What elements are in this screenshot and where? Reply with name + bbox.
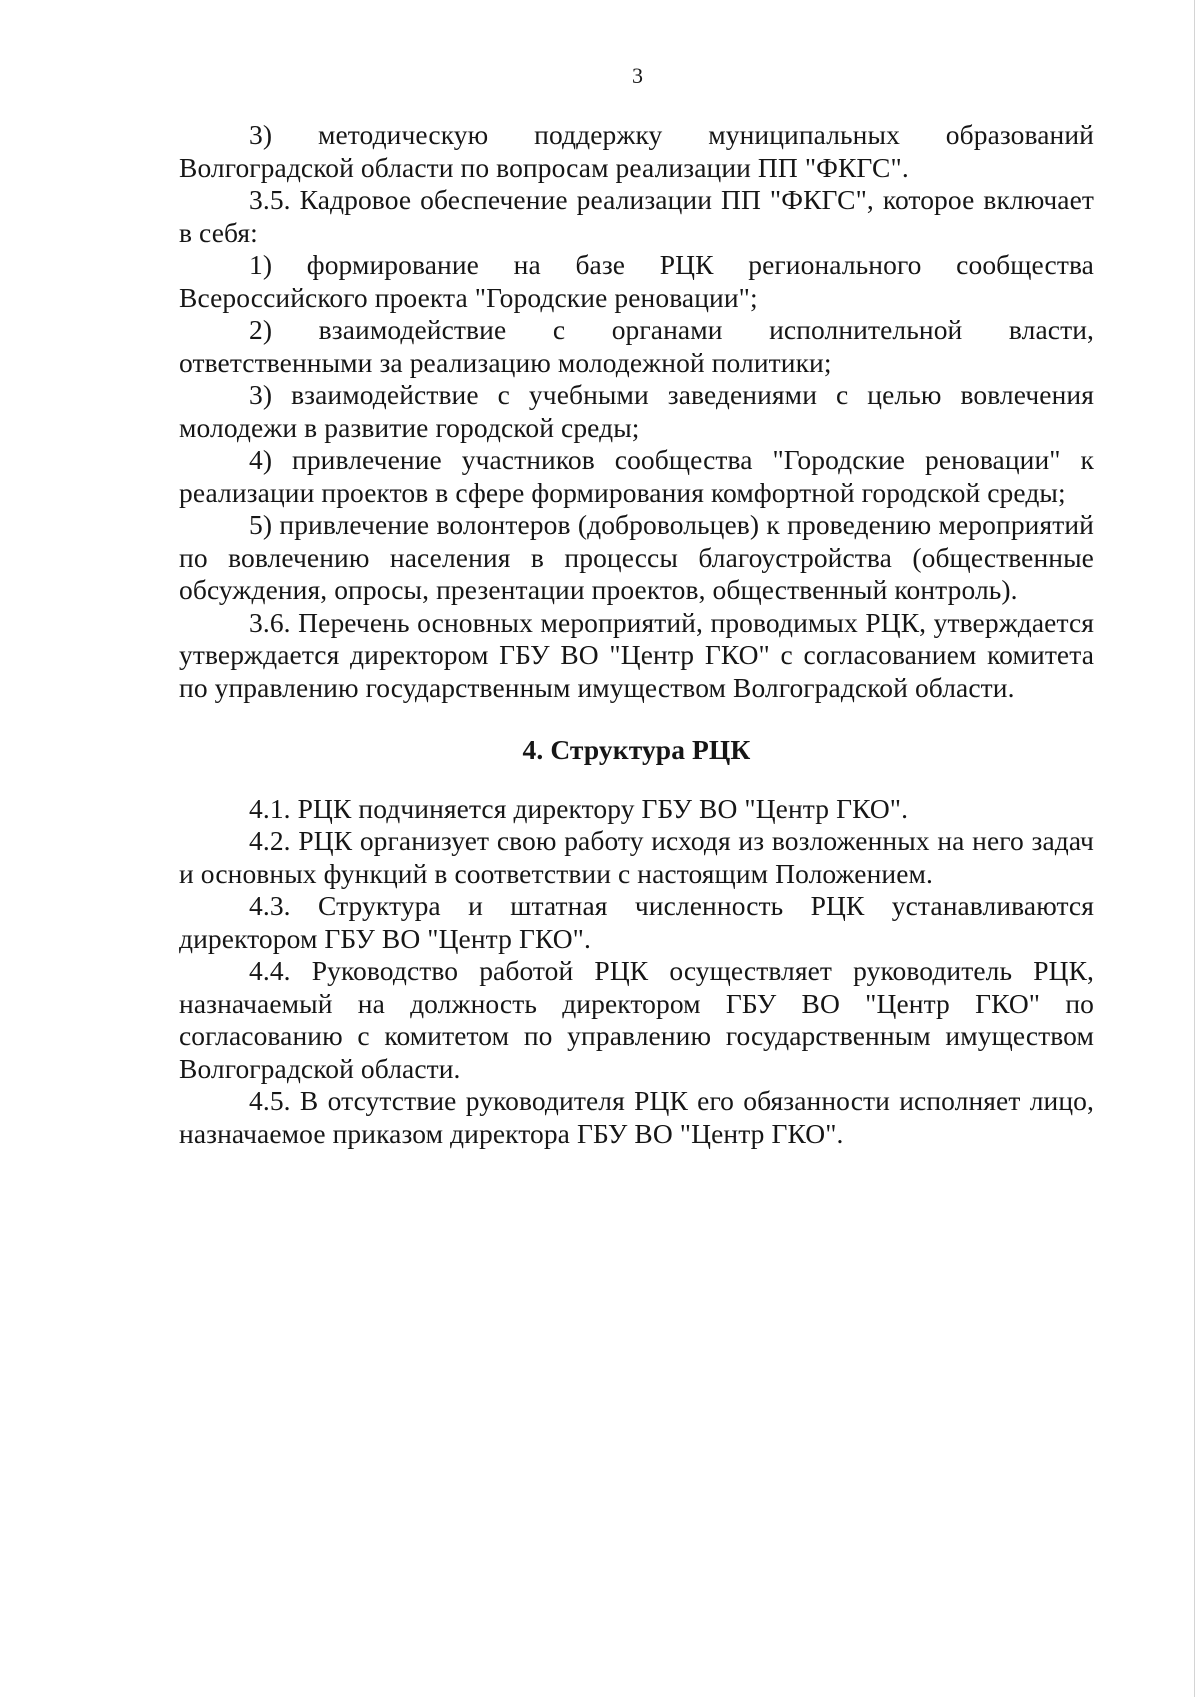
paragraph-4-1: 4.1. РЦК подчиняется директору ГБУ ВО "Центр ГКО". — [249, 792, 909, 824]
paragraph-4-2: 4.2. РЦК организует свою работу исходя из возложенных на него задач и основных функций в соответствии с настоящим Положением. — [179, 825, 1094, 889]
paragraph-3-3: 3) методическую поддержку муниципальных образований Волгоградской области по вопросам реализации ПП "ФКГС". — [179, 119, 1094, 183]
page-number: 3 — [632, 63, 643, 88]
paragraph-3-5-1: 1) формирование на базе РЦК регионального сообщества Всероссийского проекта "Городские реновации"; — [179, 249, 1094, 313]
paragraph-3-5: 3.5. Кадровое обеспечение реализации ПП "ФКГС", которое включает в себя: — [179, 184, 1094, 248]
paragraph-4-4: 4.4. Руководство работой РЦК осуществляет руководитель РЦК, назначаемый на должность директором ГБУ ВО "Центр ГКО" по согласованию с комитетом по управлению государственным имуществом Волгоградской области. — [179, 955, 1094, 1084]
paragraph-4-5: 4.5. В отсутствие руководителя РЦК его обязанности исполняет лицо, назначаемое приказом директора ГБУ ВО "Центр ГКО". — [179, 1085, 1094, 1149]
section-title-4: 4. Структура РЦК — [522, 734, 751, 765]
scan-edge-line — [1194, 0, 1195, 1697]
paragraph-4-3: 4.3. Структура и штатная численность РЦК устанавливаются директором ГБУ ВО "Центр ГКО". — [179, 890, 1094, 954]
document-body — [179, 119, 1094, 1150]
paragraph-3-6: 3.6. Перечень основных мероприятий, проводимых РЦК, утверждается утверждается директором ГБУ ВО "Центр ГКО" с согласованием комитета по управлению государственным имуществом Волгоградской области. — [179, 606, 1094, 703]
paragraph-3-5-5: 5) привлечение волонтеров (добровольцев) к проведению мероприятий по вовлечению населения в процессы благоустройства (общественные обсуждения, опросы, презентации проектов, общественный контроль). — [179, 509, 1094, 605]
paragraph-3-5-2: 2) взаимодействие с органами исполнительной власти, ответственными за реализацию молодежной политики; — [179, 314, 1094, 378]
paragraph-3-5-4: 4) привлечение участников сообщества "Городские реновации" к реализации проектов в сфере формирования комфортной городской среды; — [179, 444, 1094, 508]
paragraph-3-5-3: 3) взаимодействие с учебными заведениями с целью вовлечения молодежи в развитие городской среды; — [179, 379, 1094, 443]
